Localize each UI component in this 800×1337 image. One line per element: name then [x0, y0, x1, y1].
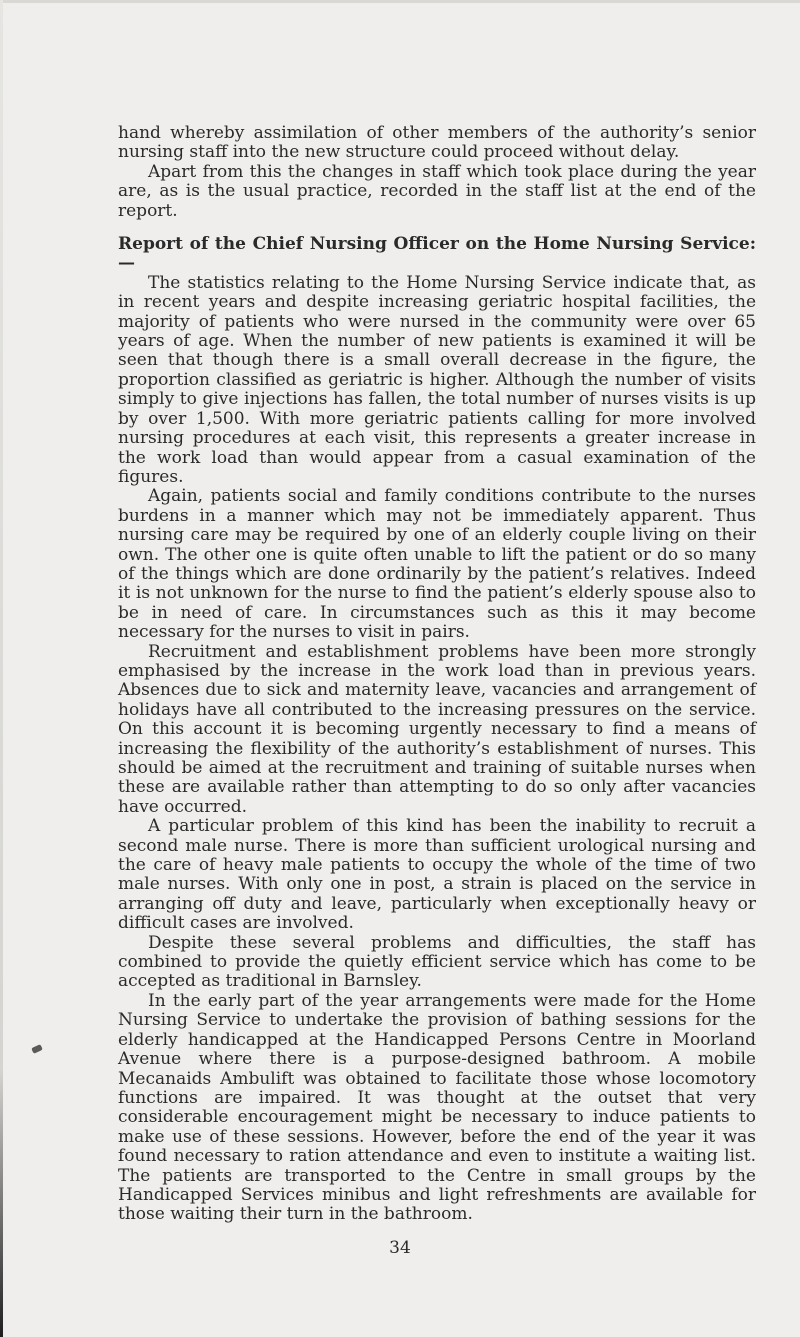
- paragraph-6: A particular problem of this kind has been the inability to recruit a second male nurse. There is more than sufficient urological nursing and the care of heavy male patients to occupy the whole of the time of two male nurses. With only one in post, a strain is placed on the service in arranging off duty and leave, particularly when exceptionally heavy or difficult cases are involved.: [118, 816, 756, 934]
- paragraph-4: Again, patients social and family conditions contribute to the nurses burdens in a manner which may not be immediately apparent. Thus nursing care may be required by one of an elderly couple living on their own. The other one is quite often unable to lift the patient or do so many of the things which are done ordinarily by the patient’s relatives. Indeed it is not unknown for the nurse to find the patient’s elderly spouse also to be in need of care. In circumstances such as this it may become necessary for the nurses to visit in pairs.: [118, 486, 756, 643]
- page-edge-top: [0, 0, 800, 3]
- page-mark: [31, 1044, 43, 1054]
- paragraph-7: Despite these several problems and difficulties, the staff has combined to provide the quietly efficient service which has come to be accepted as traditional in Barnsley.: [118, 932, 756, 992]
- page-number: 34: [389, 1238, 411, 1258]
- paragraph-1: hand whereby assimilation of other members of the authority’s senior nursing staff into the new structure could proceed without delay.: [118, 123, 756, 163]
- paragraph-5: Recruitment and establishment problems have been more strongly emphasised by the increase in the work load than in previous years. Absences due to sick and maternity leave, vacancies and arrangement of holidays have all contributed to the increasing pressures on the service. On this account it is becoming urgently necessary to find a means of increasing the flexibility of the authority’s establishment of nurses. This should be aimed at the recruitment and training of suitable nurses when these are available rather than attempting to do so only after vacancies have occurred.: [118, 641, 756, 817]
- section-heading: Report of the Chief Nursing Officer on the Home Nursing Service:—: [118, 234, 756, 274]
- paragraph-3: The statistics relating to the Home Nursing Service indicate that, as in recent years and despite increasing geriatric hospital facilities, the majority of patients who were nursed in the community were over 65 years of age. When the number of new patients is examined it will be seen that though there is a small overall decrease in the figure, the proportion classified as geriatric is higher. Although the number of visits simply to give injections has fallen, the total number of nurses visits is up by over 1,500. With more geriatric patients calling for more involved nursing procedures at each visit, this represents a greater increase in the work load than would appear from a casual examination of the figures.: [118, 272, 756, 487]
- page-edge-left: [0, 0, 3, 1337]
- paragraph-8: In the early part of the year arrangements were made for the Home Nursing Service to undertake the provision of bathing sessions for the elderly handicapped at the Handicapped Persons Centre in Moorland Avenue where there is a purpose-designed bathroom. A mobile Mecanaids Ambulift was obtained to facilitate those whose locomotory functions are impaired. It was thought at the outset that very considerable encouragement might be necessary to induce patients to make use of these sessions. However, before the end of the year it was found necessary to ration attendance and even to institute a waiting list. The patients are transported to the Centre in small groups by the Handicapped Services minibus and light refreshments are available for those waiting their turn in the bathroom.: [118, 990, 756, 1225]
- paragraph-2: Apart from this the changes in staff which took place during the year are, as is the usual practice, recorded in the staff list at the end of the report.: [118, 161, 756, 221]
- document-body: [118, 124, 756, 1225]
